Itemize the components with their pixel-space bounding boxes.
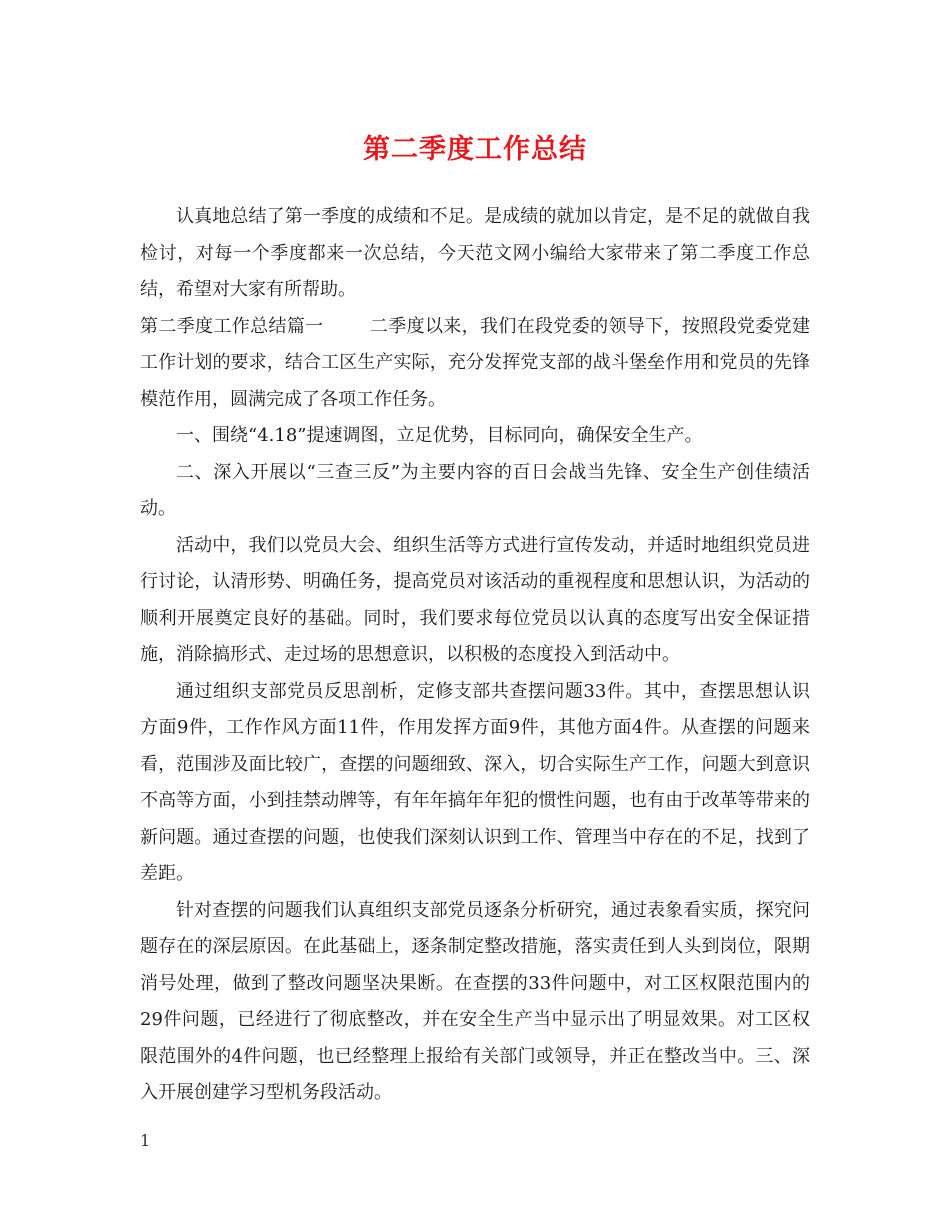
findings-paragraph: 通过组织支部党员反思剖析，定修支部共查摆问题33件。其中，查摆思想认识方面9件，工作作风方面11件，作用发挥方面9件，其他方面4件。从查摆的问题来看，范围涉及面比较广，查摆的问题细致、深入，切合实际生产工作，问题大到意识不高等方面，小到挂禁动牌等，有年年搞年年犯的惯性问题，也有由于改革等带来的新问题。通过查摆的问题，也使我们深刻认识到工作、管理当中存在的不足，找到了差距。: [140, 680, 810, 884]
activity-paragraph: 活动中，我们以党员大会、组织生活等方式进行宣传发动，并适时地组织党员进行讨论，认清形势、明确任务，提高党员对该活动的重视程度和思想认识，为活动的顺利开展奠定良好的基础。同时，我们要求每位党员以认真的态度写出安全保证措施，消除搞形式、走过场的思想意识，以积极的态度投入到活动中。: [140, 534, 810, 665]
section-paragraph: [140, 309, 810, 419]
section-intro: 二季度以来，我们在段党委的领导下，按照段党委党建工作计划的要求，结合工区生产实际，充分发挥党支部的战斗堡垒作用和党员的先锋模范作用，圆满完成了各项工作任务。: [140, 315, 810, 410]
intro-paragraph: 认真地总结了第一季度的成绩和不足。是成绩的就加以肯定，是不足的就做自我检讨，对每一个季度都来一次总结，今天范文网小编给大家带来了第二季度工作总结，希望对大家有所帮助。: [140, 206, 810, 300]
rectification-paragraph: 针对查摆的问题我们认真组织支部党员逐条分析研究，通过表象看实质，探究问题存在的深层原因。在此基础上，逐条制定整改措施，落实责任到人头到岗位，限期消号处理，做到了整改问题坚决果断。在查摆的33件问题中，对工区权限范围内的29件问题，已经进行了彻底整改，并在安全生产当中显示出了明显效果。对工区权限范围外的4件问题，也已经整理上报给有关部门或领导，并正在整改当中。三、深入开展创建学习型机务段活动。: [140, 899, 810, 1103]
section-heading: 第二季度工作总结篇一: [140, 315, 324, 337]
point-2-paragraph: 二、深入开展以“三查三反”为主要内容的百日会战当先锋、安全生产创佳绩活动。: [140, 461, 810, 519]
document-title: 第二季度工作总结: [363, 134, 587, 165]
point-1-paragraph: 一、围绕“4.18”提速调图，立足优势，目标同向，确保安全生产。: [176, 425, 703, 446]
document-body: [140, 199, 810, 1112]
page-number: 1: [140, 1131, 151, 1150]
